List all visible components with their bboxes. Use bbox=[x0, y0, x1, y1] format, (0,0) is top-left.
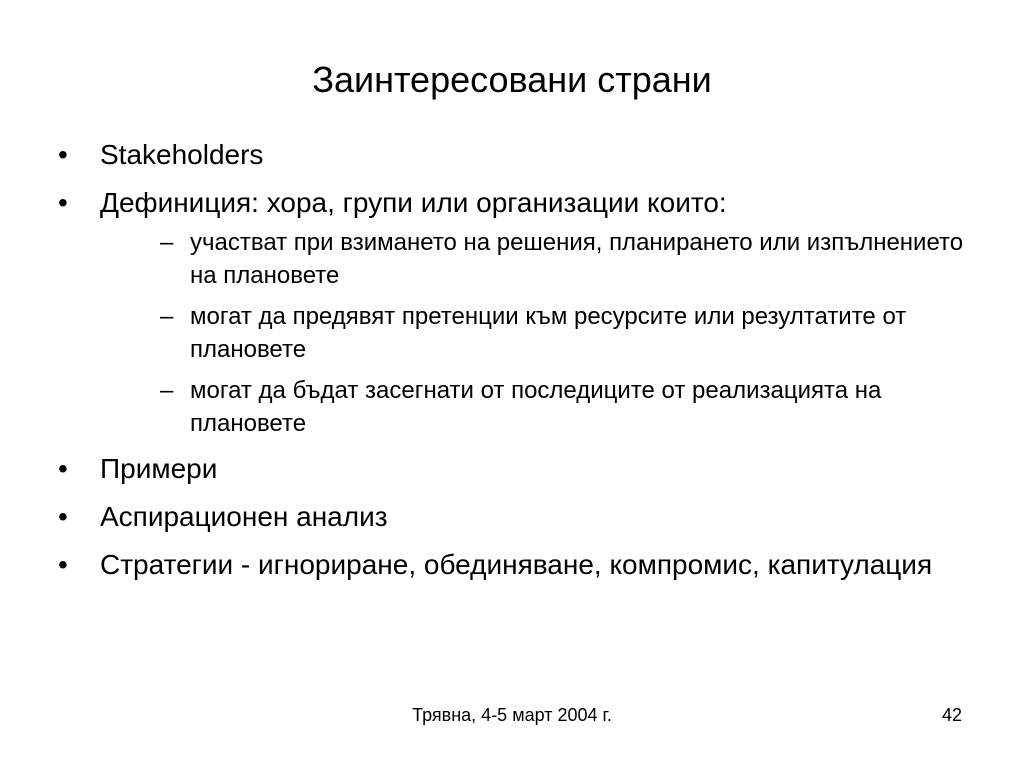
sub-bullet-item bbox=[144, 374, 986, 440]
sub-bullet-marker: – bbox=[160, 377, 174, 404]
sub-bullet-marker: – bbox=[160, 229, 174, 256]
bullet-marker: • bbox=[58, 139, 68, 170]
bullet-marker: • bbox=[58, 187, 68, 218]
slide-number: 42 bbox=[941, 705, 962, 725]
bullet-item-examples bbox=[56, 450, 986, 488]
sub-bullet-text: могат да бъдат засегнати от последиците от реализацията на плановете bbox=[190, 377, 882, 437]
bullet-marker: • bbox=[58, 453, 68, 484]
sub-bullet-item bbox=[144, 226, 986, 292]
bullet-text: Стратегии - игнориране, обединяване, компромис, капитулация bbox=[100, 549, 933, 580]
bullet-text: Stakeholders bbox=[100, 139, 264, 170]
bullet-list bbox=[56, 136, 986, 594]
footer-location-date: Трявна, 4-5 март 2004 г. bbox=[412, 705, 612, 725]
bullet-item-aspiration-analysis bbox=[56, 498, 986, 536]
bullet-item-stakeholders bbox=[56, 136, 986, 174]
sub-bullet-text: могат да предявят претенции към ресурсите или резултатите от плановете bbox=[190, 303, 907, 363]
bullet-item-strategies bbox=[56, 546, 986, 584]
sub-bullet-item bbox=[144, 300, 986, 366]
sub-bullet-list bbox=[100, 226, 986, 440]
bullet-item-definition bbox=[56, 184, 986, 440]
bullet-marker: • bbox=[58, 549, 68, 580]
bullet-text: Примери bbox=[100, 453, 218, 484]
bullet-marker: • bbox=[58, 501, 68, 532]
bullet-text: Аспирационен анализ bbox=[100, 501, 388, 532]
sub-bullet-text: участват при взимането на решения, планирането или изпълнението на плановете bbox=[190, 229, 964, 289]
slide-title: Заинтересовани страни bbox=[312, 59, 712, 100]
bullet-text: Дефиниция: хора, групи или организации които: bbox=[100, 187, 727, 218]
sub-bullet-marker: – bbox=[160, 303, 174, 330]
